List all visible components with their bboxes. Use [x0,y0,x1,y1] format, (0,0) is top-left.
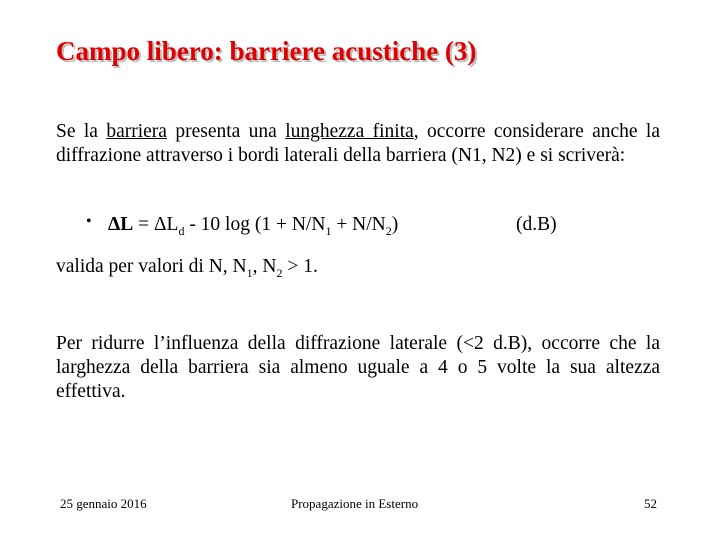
valid-part-a: valida per valori di N, N [56,256,247,277]
intro-text-2: presenta una [166,121,286,142]
formula-part-d: ) [391,214,399,235]
formula-unit: (d.B) [516,214,557,235]
formula-part-c: + N/N [331,214,386,235]
footer-date: 25 gennaio 2016 [60,496,147,511]
formula-sub-1: 1 [325,223,332,238]
valid-sub-1: 1 [246,265,253,280]
formula-lhs: ΔL [108,214,134,235]
footer-page-number: 52 [644,496,657,511]
intro-underline-lunghezza: lunghezza finita [285,121,414,142]
formula-sub-d: d [178,223,185,238]
formula-equation [108,214,398,239]
valid-part-c: > 1. [282,256,318,277]
validity-line [56,256,318,281]
intro-text-1: Se la [56,121,107,142]
bullet-icon: • [86,213,92,230]
formula-part-b: - 10 log (1 + N/N [184,214,326,235]
valid-sub-2: 2 [276,265,283,280]
slide-title: Campo libero: barriere acustiche (3) [56,36,477,66]
footer-title: Propagazione in Esterno [291,496,419,511]
paragraph-intro [56,120,660,168]
paragraph-lateral-diffraction: Per ridurre l’influenza della diffrazione laterale (<2 d.B), occorre che la larghezza della barriera sia almeno uguale a 4 o 5 volte la sua altezza effettiva. [56,333,660,402]
formula-sub-2: 2 [385,223,392,238]
intro-text-3: , occorre considerare anche la diffrazione attraverso i bordi laterali della barriera (N1, N2) e si scriverà: [56,121,661,166]
formula-part-a: = ΔL [133,214,179,235]
formula-line [86,214,666,242]
intro-underline-barriera: barriera [106,121,167,142]
valid-part-b: , N [252,256,277,277]
